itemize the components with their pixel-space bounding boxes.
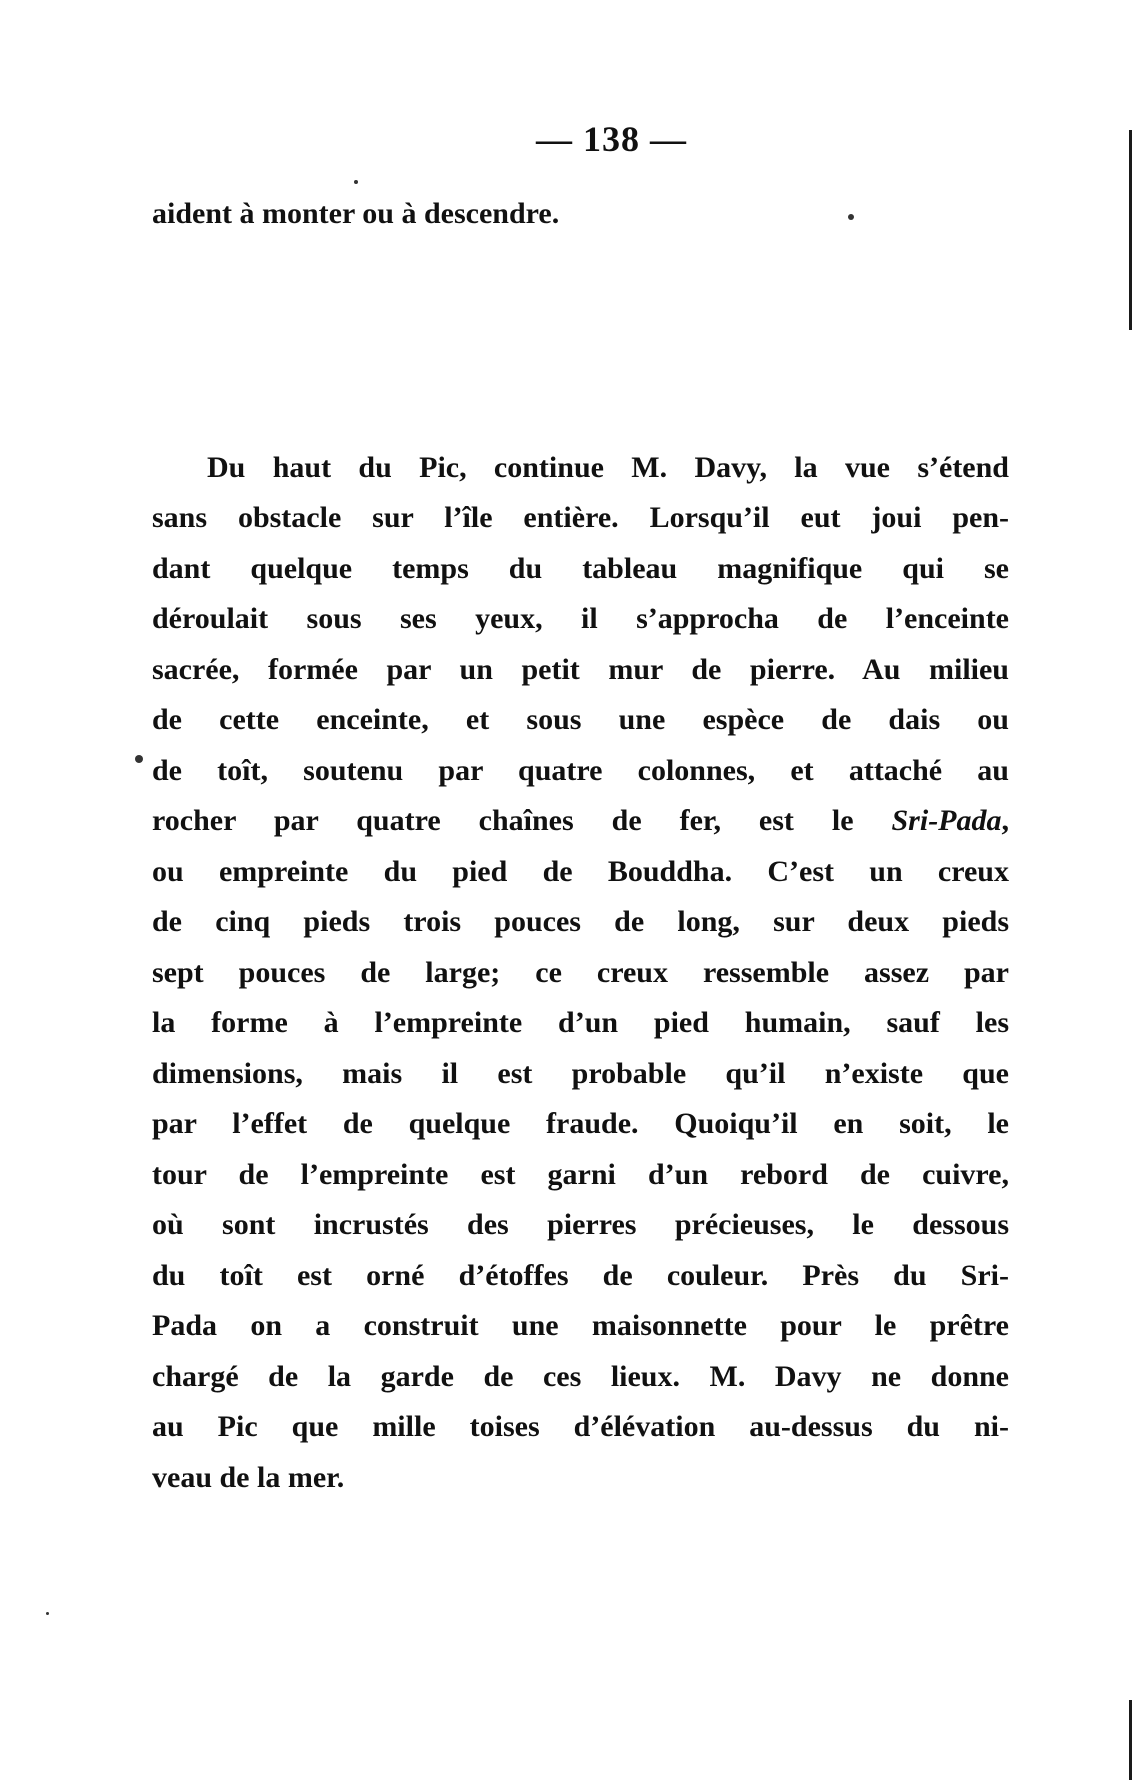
speck — [354, 180, 358, 184]
line-text: rocher par quatre chaînes de fer, est le — [152, 804, 854, 837]
paragraph-line: du toît est orné d’étoffes de couleur. Près du Sri- — [152, 1259, 1009, 1292]
page-edge — [1129, 130, 1132, 330]
paragraph-line: ou empreinte du pied de Bouddha. C’est un creux — [152, 855, 1009, 888]
paragraph-line: la forme à l’empreinte d’un pied humain, sauf les — [152, 1006, 1009, 1039]
paragraph-line: par l’effet de quelque fraude. Quoiqu’il en soit, le — [152, 1107, 1009, 1140]
speck — [848, 214, 854, 220]
speck — [46, 1612, 49, 1615]
paragraph-line — [152, 803, 1009, 839]
paragraph-line: de toît, soutenu par quatre colonnes, et attaché au — [152, 754, 1009, 787]
term-punctuation: , — [1001, 804, 1010, 837]
carryover-line: aident à monter ou à descendre. — [152, 197, 560, 230]
paragraph-line: de cinq pieds trois pouces de long, sur deux pieds — [152, 905, 1009, 938]
paragraph-line: Pada on a construit une maisonnette pour le prêtre — [152, 1309, 1009, 1342]
paragraph-line: chargé de la garde de ces lieux. M. Davy ne donne — [152, 1360, 1009, 1393]
paragraph-line: sans obstacle sur l’île entière. Lorsqu’il eut joui pen- — [152, 501, 1009, 534]
paragraph-line: dant quelque temps du tableau magnifique qui se — [152, 552, 1009, 585]
speck — [135, 755, 143, 763]
paragraph-line: veau de la mer. — [152, 1461, 345, 1494]
paragraph-line: sept pouces de large; ce creux ressemble assez par — [152, 956, 1009, 989]
paragraph-line: de cette enceinte, et sous une espèce de dais ou — [152, 703, 1009, 736]
paragraph-line: tour de l’empreinte est garni d’un rebord de cuivre, — [152, 1158, 1009, 1191]
page-edge — [1129, 1700, 1132, 1780]
paragraph-line: au Pic que mille toises d’élévation au-dessus du ni- — [152, 1410, 1009, 1443]
italic-term: Sri-Pada — [891, 804, 1002, 837]
paragraph-line: Du haut du Pic, continue M. Davy, la vue s’étend — [207, 451, 1009, 484]
page-number: — 138 — — [536, 119, 687, 159]
paragraph-line: dimensions, mais il est probable qu’il n’existe que — [152, 1057, 1009, 1090]
paragraph-line: où sont incrustés des pierres précieuses, le dessous — [152, 1208, 1009, 1241]
paragraph-line: sacrée, formée par un petit mur de pierre. Au milieu — [152, 653, 1009, 686]
paragraph-line: déroulait sous ses yeux, il s’approcha de l’enceinte — [152, 602, 1009, 635]
